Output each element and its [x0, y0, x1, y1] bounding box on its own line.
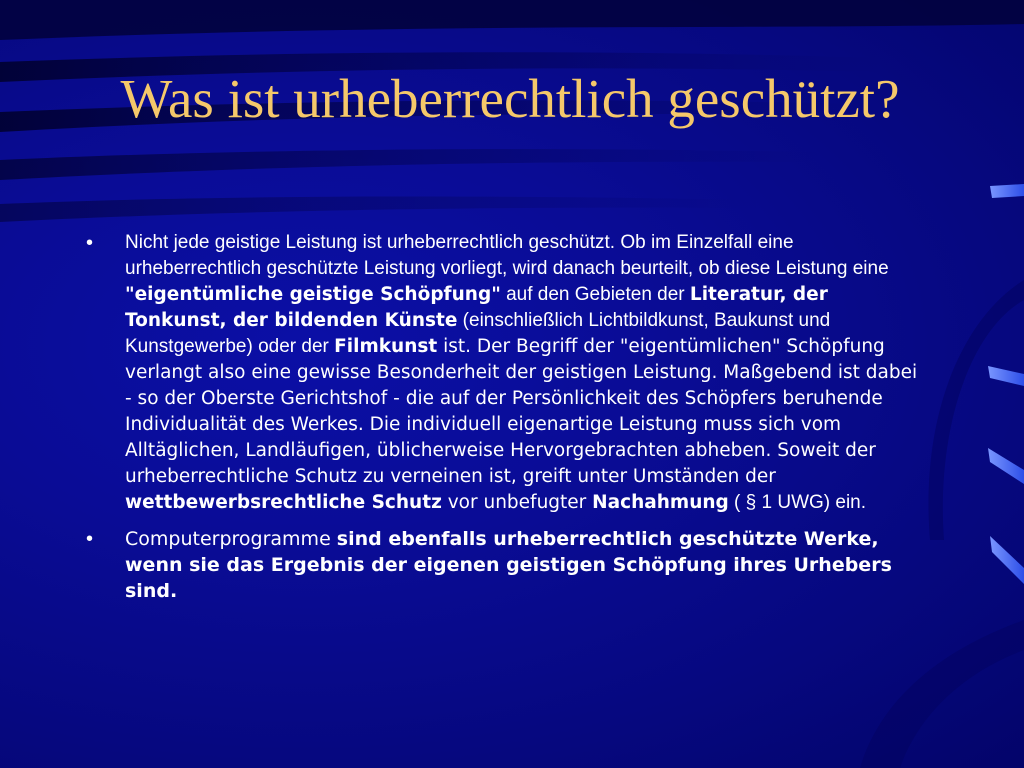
bullet-icon: •: [86, 232, 94, 254]
bullet-text: ( § 1 UWG) ein.: [728, 492, 867, 513]
bullet-item: [84, 230, 924, 516]
bullet-text-emphasis: wettbewerbsrechtliche Schutz: [125, 492, 442, 513]
slide-title: Was ist urheberrechtlich geschützt?: [120, 68, 900, 129]
bullet-text-emphasis: "eigentümliche geistige Schöpfung": [125, 284, 501, 305]
bullet-text-emphasis: Literatur, der Tonkunst, der bildenden Künste: [125, 284, 828, 331]
bullet-text-emphasis: Nachahmung: [592, 492, 729, 513]
bullet-text: Computerprogramme: [125, 528, 337, 550]
bullet-text: (einschließlich Lichtbildkunst, Baukunst und Kunstgewerbe) oder der: [125, 310, 831, 357]
bullet-text-emphasis: sind ebenfalls urheberrechtlich geschützte Werke, wenn sie das Ergebnis der eigenen geistigen Schöpfung ihres Urhebers sind.: [125, 528, 892, 602]
bullet-text: Nicht jede geistige Leistung ist urheberrechtlich geschützt. Ob im Einzelfall eine urheberrechtlich geschützte Leistung vorliegt, wird danach beurteilt, ob diese Leistung eine: [125, 232, 889, 279]
bullet-text-emphasis: Filmkunst: [334, 336, 438, 357]
bullet-item: [84, 526, 924, 604]
bullet-text: ist. Der Begriff der "eigentümlichen" Schöpfung verlangt also eine gewisse Besonderheit der geistigen Leistung. Maßgebend ist dabei - so der Oberste Gerichtshof - die auf der Persönlichkeit des Schöpfers beruhende Individualität des Werkes. Die individuell eigenartige Leistung muss sich vom Alltäglichen, Landläufigen, üblicherweise Hervorgebrachten abheben. Soweit der urheberrechtliche Schutz zu verneinen ist, greift unter Umständen der: [125, 336, 918, 487]
bullet-text: vor unbefugter: [441, 492, 593, 513]
bullet-icon: •: [86, 528, 94, 550]
bullet-text: auf den Gebieten der: [500, 284, 690, 305]
bullet-list: [84, 230, 924, 604]
